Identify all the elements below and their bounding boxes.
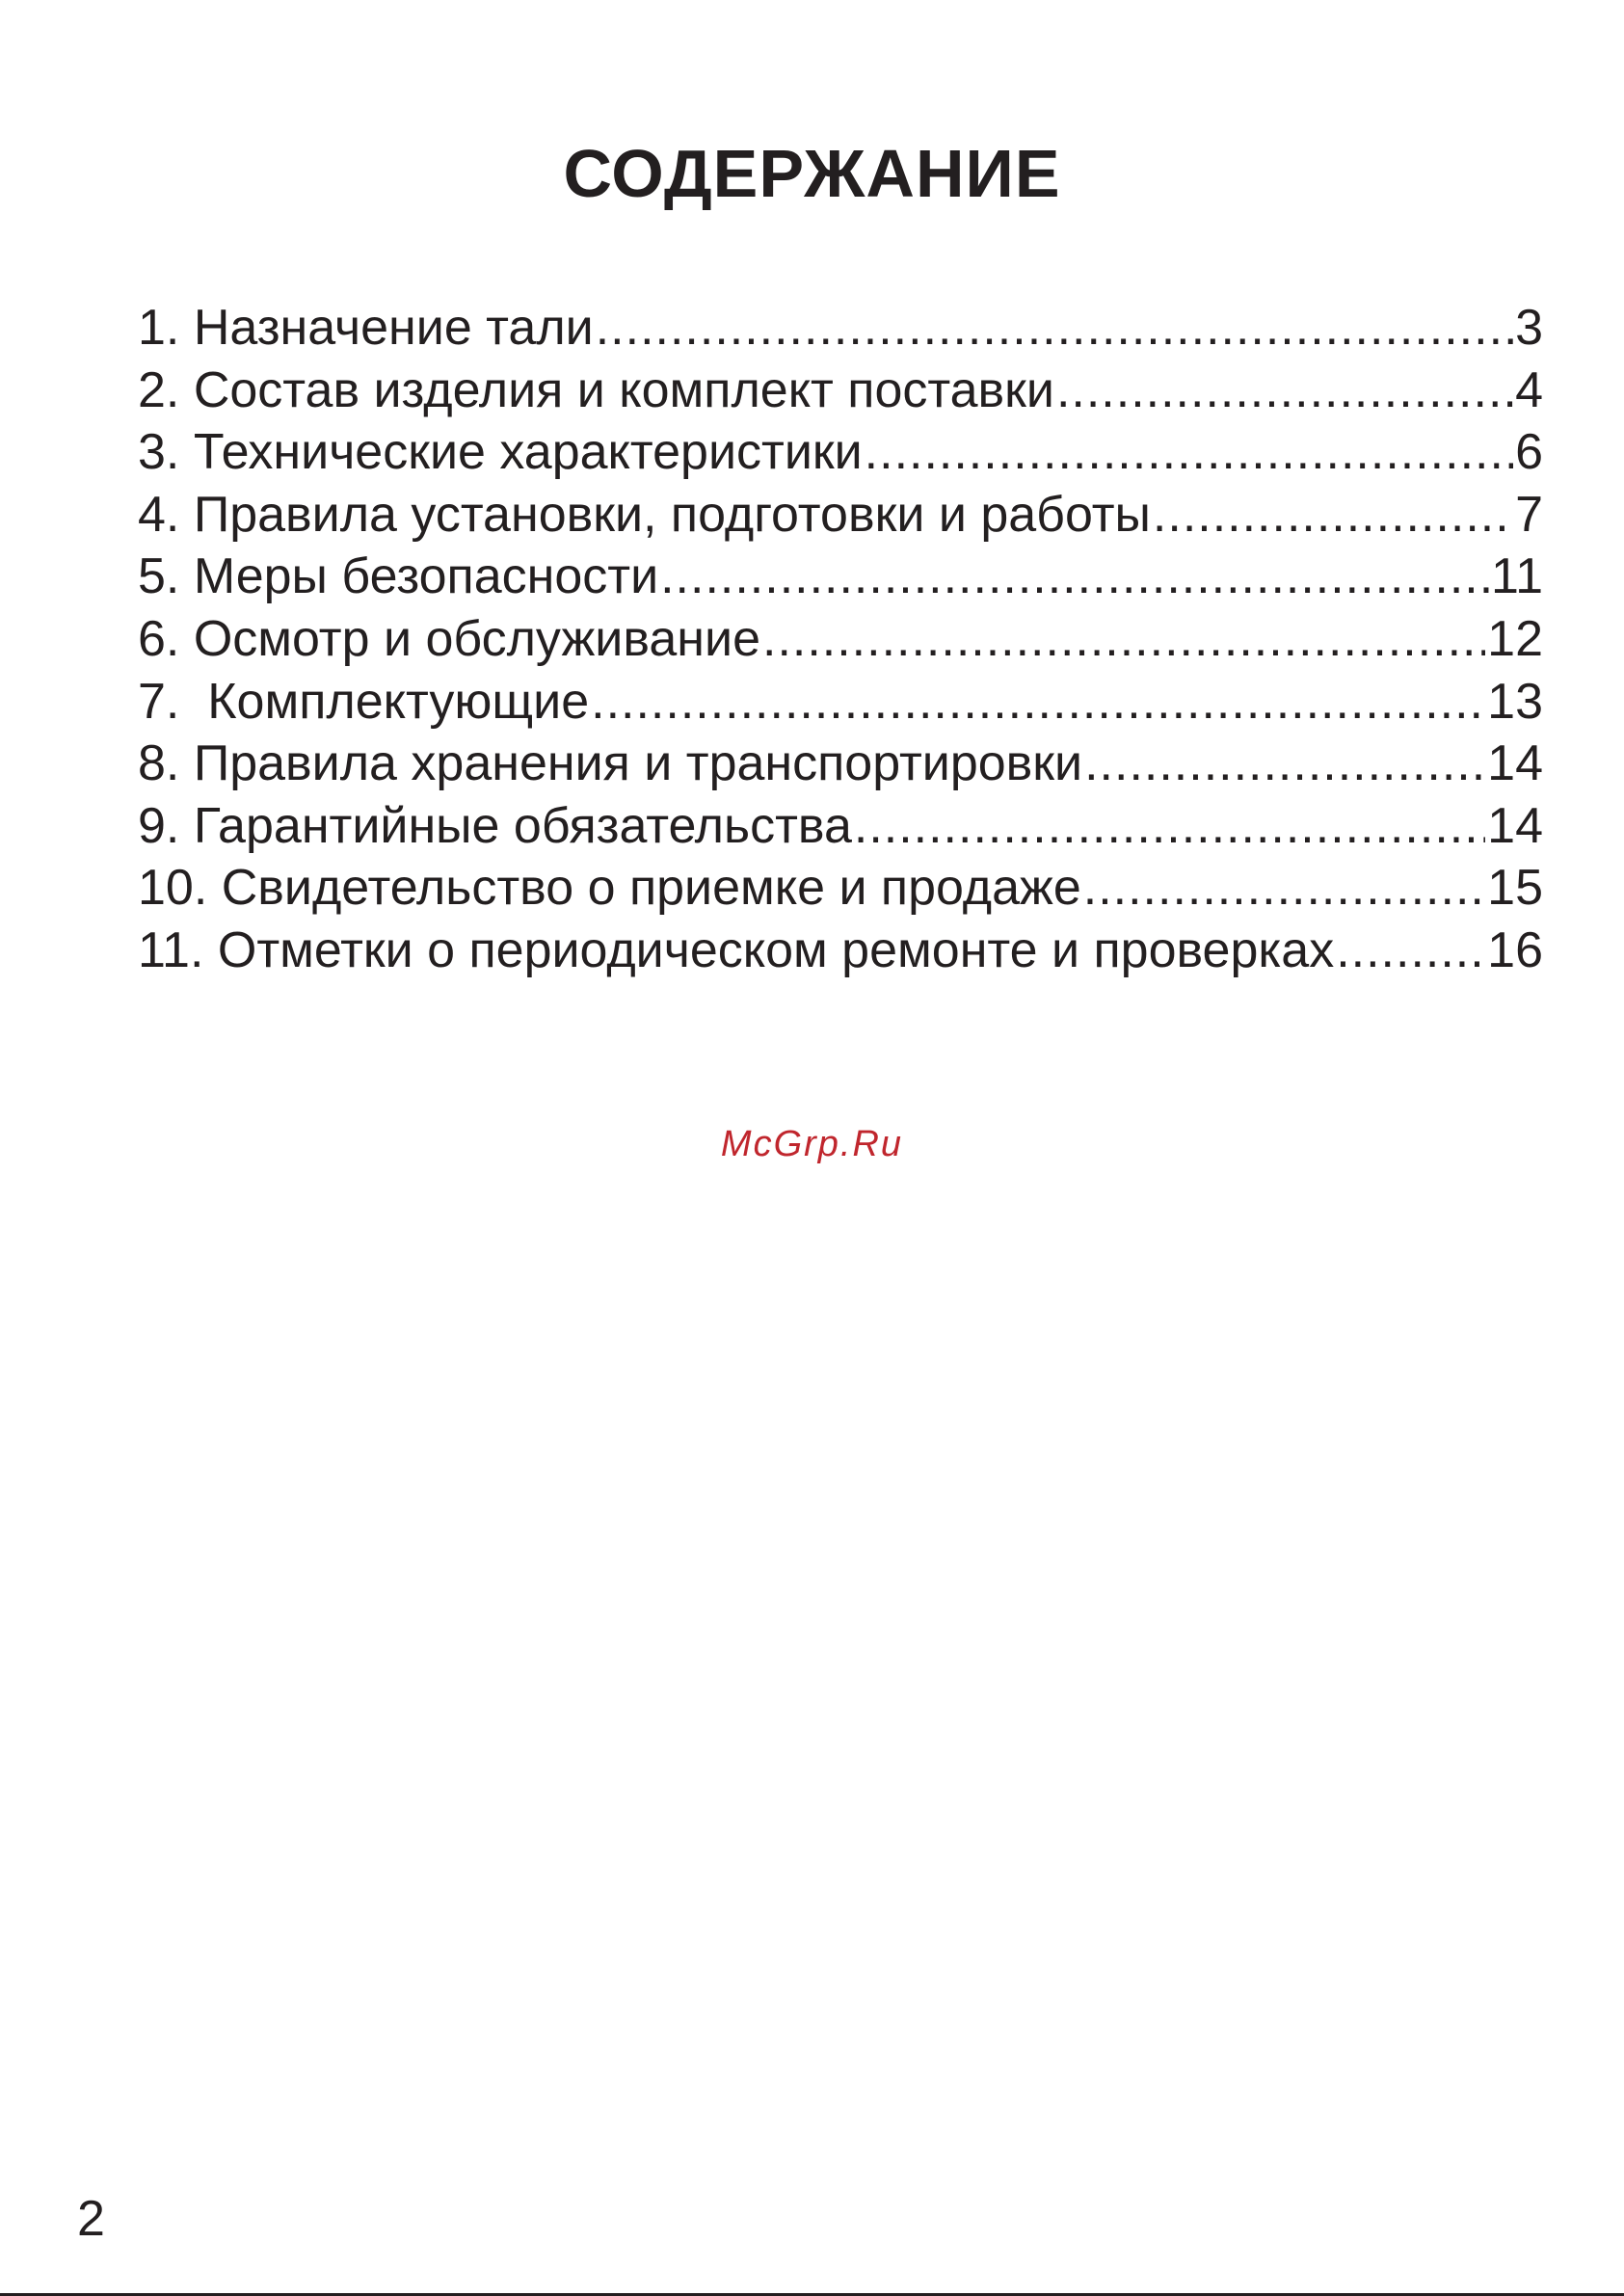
toc-entry-title: 11. Отметки о периодическом ремонте и проверках — [138, 921, 1335, 978]
toc-entry-page: 3 — [1515, 300, 1543, 356]
toc-entry-title: 9. Гарантийные обязательства — [138, 797, 852, 854]
toc-entry-page: 14 — [1487, 797, 1543, 854]
watermark-text: McGrp.Ru — [720, 1124, 904, 1164]
toc-dot-leader — [591, 671, 1485, 734]
toc-entry — [138, 608, 1543, 671]
toc-entry-page: 14 — [1487, 735, 1543, 792]
toc-entry-title: 3. Технические характеристики — [138, 424, 863, 481]
toc-entry — [138, 360, 1543, 422]
toc-dot-leader — [865, 421, 1513, 484]
toc-dot-leader — [762, 608, 1485, 671]
toc-entry-title: 6. Осмотр и обслуживание — [138, 610, 760, 667]
toc-entry — [138, 546, 1543, 608]
toc-entry-page: 13 — [1487, 673, 1543, 730]
toc-dot-leader — [660, 546, 1489, 608]
toc-entry-page: 15 — [1487, 860, 1543, 917]
toc-dot-leader — [596, 297, 1513, 360]
toc-entry — [138, 857, 1543, 920]
toc-entry-page: 11 — [1491, 548, 1543, 605]
toc-entry-page: 6 — [1515, 424, 1543, 481]
toc-dot-leader — [1084, 733, 1485, 795]
toc-dot-leader — [1153, 484, 1513, 547]
toc-entry — [138, 484, 1543, 547]
toc-entry — [138, 795, 1543, 858]
toc-dot-leader — [1336, 920, 1485, 982]
toc-entry-page: 12 — [1487, 610, 1543, 667]
toc-entry-page: 16 — [1487, 921, 1543, 978]
toc-entry-title: 7. Комплектующие — [138, 673, 590, 730]
toc-entry-title: 1. Назначение тали — [138, 300, 594, 356]
toc-dot-leader — [1056, 360, 1513, 422]
toc-entry-title: 8. Правила хранения и транспортировки — [138, 735, 1083, 792]
toc-entry — [138, 733, 1543, 795]
toc-entry-page: 7 — [1515, 486, 1543, 543]
toc-dot-leader — [854, 795, 1485, 858]
toc-dot-leader — [1083, 857, 1485, 920]
page-number: 2 — [77, 2191, 105, 2247]
table-of-contents — [138, 297, 1543, 982]
toc-entry — [138, 671, 1543, 734]
toc-entry — [138, 297, 1543, 360]
toc-entry-title: 4. Правила установки, подготовки и работы — [138, 486, 1151, 543]
toc-entry — [138, 920, 1543, 982]
toc-entry-title: 5. Меры безопасности — [138, 548, 659, 605]
page-title: СОДЕРЖАНИЕ — [563, 136, 1061, 211]
toc-entry-title: 2. Состав изделия и комплект поставки — [138, 361, 1054, 418]
toc-entry — [138, 421, 1543, 484]
toc-entry-title: 10. Свидетельство о приемке и продаже — [138, 860, 1081, 917]
toc-entry-page: 4 — [1515, 361, 1543, 418]
